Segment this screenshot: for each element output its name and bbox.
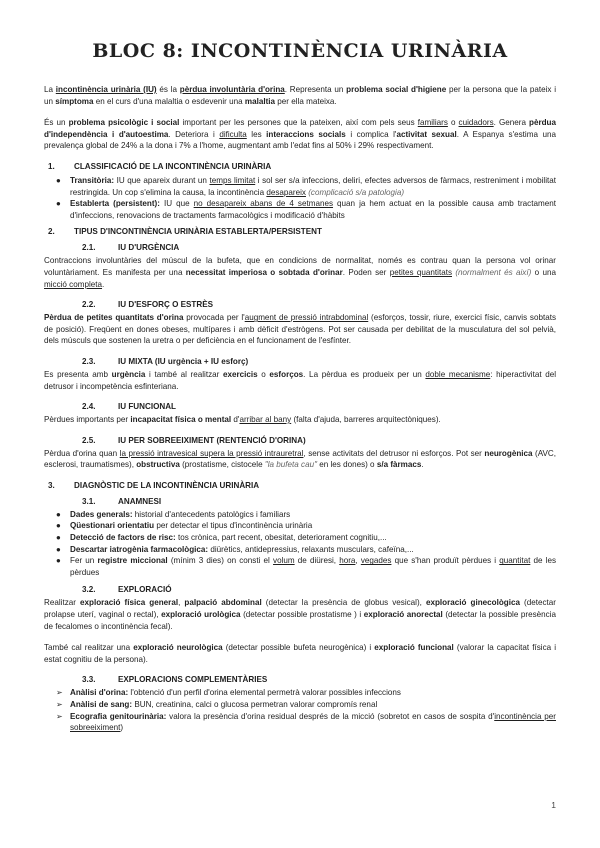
text: . Genera — [493, 118, 530, 128]
term: Transitòria: — [70, 175, 115, 185]
term: problema social d'higiene — [346, 85, 447, 94]
term: cuidadors — [458, 118, 494, 128]
bullet-icon: ● — [56, 521, 61, 531]
term: quantitat — [499, 556, 531, 566]
term: Qüestionari orientatiu — [70, 521, 155, 531]
list-item — [44, 175, 556, 198]
term: neurogènica — [484, 448, 533, 458]
text: i complica l' — [345, 129, 397, 139]
term: pèrdua involuntària d'orina — [179, 85, 285, 94]
section-number: 3. — [48, 480, 55, 490]
term: petites quantitats — [389, 267, 452, 277]
page-number: 1 — [551, 800, 556, 810]
term: urgència — [111, 369, 146, 379]
bullet-icon: ● — [56, 556, 61, 566]
subsection-number: 3.2. — [82, 585, 96, 595]
text: o — [257, 369, 270, 379]
bullet-icon: ● — [56, 199, 61, 209]
paragraph — [44, 369, 556, 392]
list-item — [44, 687, 556, 699]
text: d' — [231, 415, 240, 425]
text: ) — [120, 723, 124, 733]
term: esforços — [269, 369, 304, 379]
text: o una — [531, 267, 556, 277]
subsection-heading-2-5 — [44, 436, 556, 445]
text: (prostatisme, cistocele — [179, 460, 265, 470]
page-title: BLOC 8: INCONTINÈNCIA URINÀRIA — [92, 40, 508, 62]
term: interaccions socials — [266, 129, 346, 139]
subsection-heading-2-3 — [44, 357, 556, 366]
section-title: DIAGNÒSTIC DE LA INCONTINÈNCIA URINÀRIA — [74, 480, 260, 490]
text: . — [102, 279, 105, 289]
anamnesis-list — [44, 509, 556, 579]
text: . Deteriora i — [168, 129, 220, 139]
arrow-bullet-icon: ➢ — [56, 711, 63, 721]
term: augment de pressió intrabdominal — [244, 313, 369, 323]
term: Establerta (persistent): — [70, 199, 160, 209]
term: arribar al bany — [239, 415, 292, 425]
text: IU que — [159, 199, 194, 209]
text: . Poden ser — [342, 267, 390, 277]
complementary-tests-list — [44, 687, 556, 733]
text: de les pèrdues — [70, 556, 557, 577]
list-item — [44, 711, 556, 734]
text: és la — [156, 85, 180, 94]
subsection-title: IU MIXTA (IU urgència + IU esforç) — [118, 356, 249, 366]
term: s/a fàrmacs — [376, 460, 422, 470]
text: que s'han produït pèrdues i — [391, 556, 500, 566]
bullet-icon: ● — [56, 533, 61, 543]
text: important per les persones que la pateixen, així com pels seus — [179, 118, 418, 128]
term: exercicis — [222, 369, 258, 379]
text: Realitzar — [44, 598, 80, 608]
text: Es presenta amb — [44, 369, 112, 379]
subsection-title: IU FUNCIONAL — [118, 402, 176, 412]
subsection-title: IU D'ESFORÇ O ESTRÈS — [118, 300, 214, 310]
text: La — [44, 85, 56, 94]
text: Contraccions involuntàries del múscul de la bufeta, que en condicions de normalitat, només es contrau quan la persona vol orinar voluntàriament. Es manifesta per una — [44, 256, 556, 277]
term: incontinència per sobreeiximent — [70, 711, 556, 733]
term: problema psicològic i social — [68, 118, 180, 128]
subsection-title: IU D'URGÈNCIA — [118, 243, 180, 253]
bullet-icon: ● — [56, 544, 61, 554]
text: (detectar la presència de globus vesical), — [261, 598, 426, 608]
text: quan ja hem actuat en la possible causa amb tractament d'infeccions, renovacions de tractaments farmacològics i modificació d'hàbits — [70, 199, 556, 220]
list-item — [44, 520, 556, 532]
subsection-title: EXPLORACIONS COMPLEMENTÀRIES — [118, 675, 268, 685]
subsection-heading-2-1 — [44, 243, 556, 252]
text: (valorar la capacitat física i estat cognitiu de la persona). — [44, 643, 556, 664]
text: , sense activitats del detrusor ni esforços. Pot ser — [303, 448, 485, 458]
term: exploració ginecològica — [425, 598, 520, 608]
subsection-heading-3-3 — [44, 675, 556, 684]
term: Anàlisi de sang: — [70, 700, 133, 709]
term: micció completa — [44, 279, 103, 289]
paragraph — [44, 642, 556, 665]
section-number: 2. — [48, 227, 55, 237]
term: exploració anorectal — [363, 610, 443, 620]
list-item — [44, 555, 556, 578]
text: valora la presència d'orina residual després de la micció (sobretot en casos de sospita d' — [166, 711, 495, 721]
arrow-bullet-icon: ➢ — [56, 700, 63, 709]
subsection-title: EXPLORACIÓ — [118, 585, 172, 595]
subsection-number: 3.3. — [82, 675, 96, 685]
arrow-bullet-icon: ➢ — [56, 688, 63, 698]
text: . A Espanya s'estima una prevalença global de 24% a la dona i 7% a l'home, augmentant amb l'edat fins al 50% i 29% respectivament. — [44, 129, 556, 151]
term: activitat sexual — [396, 129, 457, 139]
paragraph — [44, 255, 556, 290]
text: . — [421, 460, 424, 470]
text: per detectar el tipus d'incontinència urinària — [154, 521, 313, 531]
subsection-heading-2-2 — [44, 300, 556, 309]
classification-list — [44, 175, 556, 221]
text: (esforços, tossir, riure, exercici físic, canvis sobtats de posició). Freqüent en dones obeses, multípares i amb dèficit d'estrògens. Pot ser causada per debilitat de la musculatura del sol pelvià, dels músculs que sostenen la uretra o per deficiència en el funcionament de l'esfínter. — [44, 313, 557, 346]
text: . La pèrdua es produeix per un — [303, 369, 426, 379]
paragraph — [44, 312, 556, 347]
subsection-title: IU PER SOBREEIXIMENT (RENTENCIÓ D'ORINA) — [118, 435, 306, 445]
subsection-number: 2.4. — [82, 402, 96, 412]
term: incontinència urinària (IU) — [55, 85, 157, 94]
text: (detectar prolapse uterí, vaginal o rectal), — [44, 598, 556, 620]
subsection-number: 2.3. — [82, 356, 96, 366]
text: (detectar possible prostatisme ) i — [240, 610, 364, 620]
term: exploració urològica — [161, 610, 241, 620]
note: (complicació s/a patologia) — [305, 187, 405, 197]
list-item — [44, 544, 556, 556]
text: historial d'antecedents patològics i familiars — [132, 509, 291, 519]
section-heading-2 — [44, 227, 556, 236]
text: (mínim 3 dies) on consti el — [167, 556, 274, 566]
text: provocada per l' — [183, 313, 245, 323]
text: per la persona que la pateix i un — [44, 85, 556, 106]
text: (falta d'ajuda, barreres arquitectòniques). — [291, 415, 441, 425]
text: en les dones) o — [316, 460, 377, 470]
term: necessitat imperiosa o sobtada d'orinar — [185, 267, 343, 277]
term: la pressió intravesical supera la pressió intrauretral — [119, 448, 304, 458]
intro-paragraph-2 — [44, 117, 556, 152]
text: i també al realitzar — [145, 369, 223, 379]
term: registre miccional — [97, 556, 168, 566]
term: exploració física general — [80, 598, 179, 608]
text: , — [355, 556, 361, 566]
term: símptoma — [55, 96, 94, 106]
term: malaltia — [244, 96, 276, 106]
subsection-number: 2.2. — [82, 300, 96, 310]
term: Dades generals: — [70, 509, 133, 519]
subsection-heading-3-2 — [44, 585, 556, 594]
list-item — [44, 198, 556, 221]
text: Fer un — [70, 556, 98, 566]
term: palpació abdominal — [184, 598, 262, 608]
text: o — [447, 118, 459, 128]
text: i sol ser s/a infeccions, deliri, efectes adversos de fàrmacs, restreniment i mobilitat restringida. Un cop s'elimina la causa, la incontinència — [70, 175, 556, 197]
text: les — [246, 129, 267, 139]
term: desapareix — [266, 187, 306, 197]
paragraph — [44, 597, 556, 632]
subsection-number: 2.1. — [82, 243, 96, 253]
intro-paragraph-1 — [44, 84, 556, 107]
text: També cal realitzar una — [44, 643, 134, 653]
text: . Representa un — [284, 85, 347, 94]
list-item — [44, 509, 556, 521]
term: obstructiva — [136, 460, 180, 470]
text: (detectar la possible presència de fecalomes o incontinència fecal). — [44, 610, 556, 631]
note: "la bufeta cau" — [264, 460, 317, 470]
term: pèrdua d'independència i d'autoestima — [44, 118, 557, 139]
text: per ella mateixa. — [275, 96, 337, 106]
term: Anàlisi d'orina: — [70, 688, 129, 698]
term: exploració funcional — [374, 643, 454, 653]
text: IU que apareix durant un — [114, 175, 210, 185]
term: vegades — [360, 556, 392, 566]
text: És un — [44, 118, 69, 128]
section-heading-3 — [44, 481, 556, 490]
term: doble mecanisme — [425, 369, 491, 379]
section-title: CLASSIFICACIÓ DE LA INCONTINÈNCIA URINÀRIA — [74, 161, 272, 171]
section-title: TIPUS D'INCONTINÈNCIA URINÀRIA ESTABLERTA/PERSISTENT — [74, 227, 322, 237]
list-item — [44, 699, 556, 711]
text: (AVC, esclerosi, traumatismes), — [44, 448, 557, 470]
term: Pèrdua de petites quantitats d'orina — [44, 313, 184, 323]
paragraph — [44, 414, 556, 426]
term: incapacitat física o mental — [130, 415, 232, 425]
term: Detecció de factors de risc: — [70, 533, 176, 543]
term: hora — [339, 556, 356, 566]
text: tos crònica, part recent, obesitat, deteriorament cognitiu,... — [175, 533, 387, 543]
section-number: 1. — [48, 161, 55, 171]
term: volum — [273, 556, 295, 566]
term: Ecografia genitourinària: — [70, 711, 167, 721]
text: Pèrdua d'orina quan — [44, 448, 120, 458]
text: diürètics, antidepressius, relaxants musculars, cafeïna,... — [208, 544, 414, 554]
text: BUN, creatinina, calci o glucosa permetran valorar compromís renal — [132, 700, 378, 709]
term: dificulta — [219, 129, 247, 139]
term: familiars — [417, 118, 448, 128]
term: temps limitat — [209, 175, 256, 185]
term: Descartar iatrogènia farmacològica: — [70, 544, 209, 554]
subsection-title: ANAMNESI — [118, 496, 162, 506]
subsection-heading-2-4 — [44, 402, 556, 411]
text: Pèrdues importants per — [44, 415, 131, 425]
list-item — [44, 532, 556, 544]
subsection-heading-3-1 — [44, 497, 556, 506]
section-heading-1 — [44, 162, 556, 171]
bullet-icon: ● — [56, 509, 61, 519]
term: exploració neurològica — [133, 643, 223, 653]
subsection-number: 2.5. — [82, 435, 96, 445]
text: : hiperactivitat del detrusor i incompetència esfinteriana. — [44, 369, 557, 391]
text: l'obtenció d'un perfil d'orina elemental permetrà valorar possibles infeccions — [128, 688, 401, 698]
note: (normalment és així) — [452, 267, 532, 277]
text: , — [178, 598, 185, 608]
text: en el curs d'una malaltia o esdevenir una — [93, 96, 245, 106]
text: (detectar possible bufeta neurogènica) i — [222, 643, 375, 653]
subsection-number: 3.1. — [82, 496, 96, 506]
bullet-icon: ● — [56, 175, 61, 185]
text: de diüresi, — [294, 556, 340, 566]
term: no desapareix abans de 4 setmanes — [193, 199, 334, 209]
paragraph — [44, 448, 556, 471]
